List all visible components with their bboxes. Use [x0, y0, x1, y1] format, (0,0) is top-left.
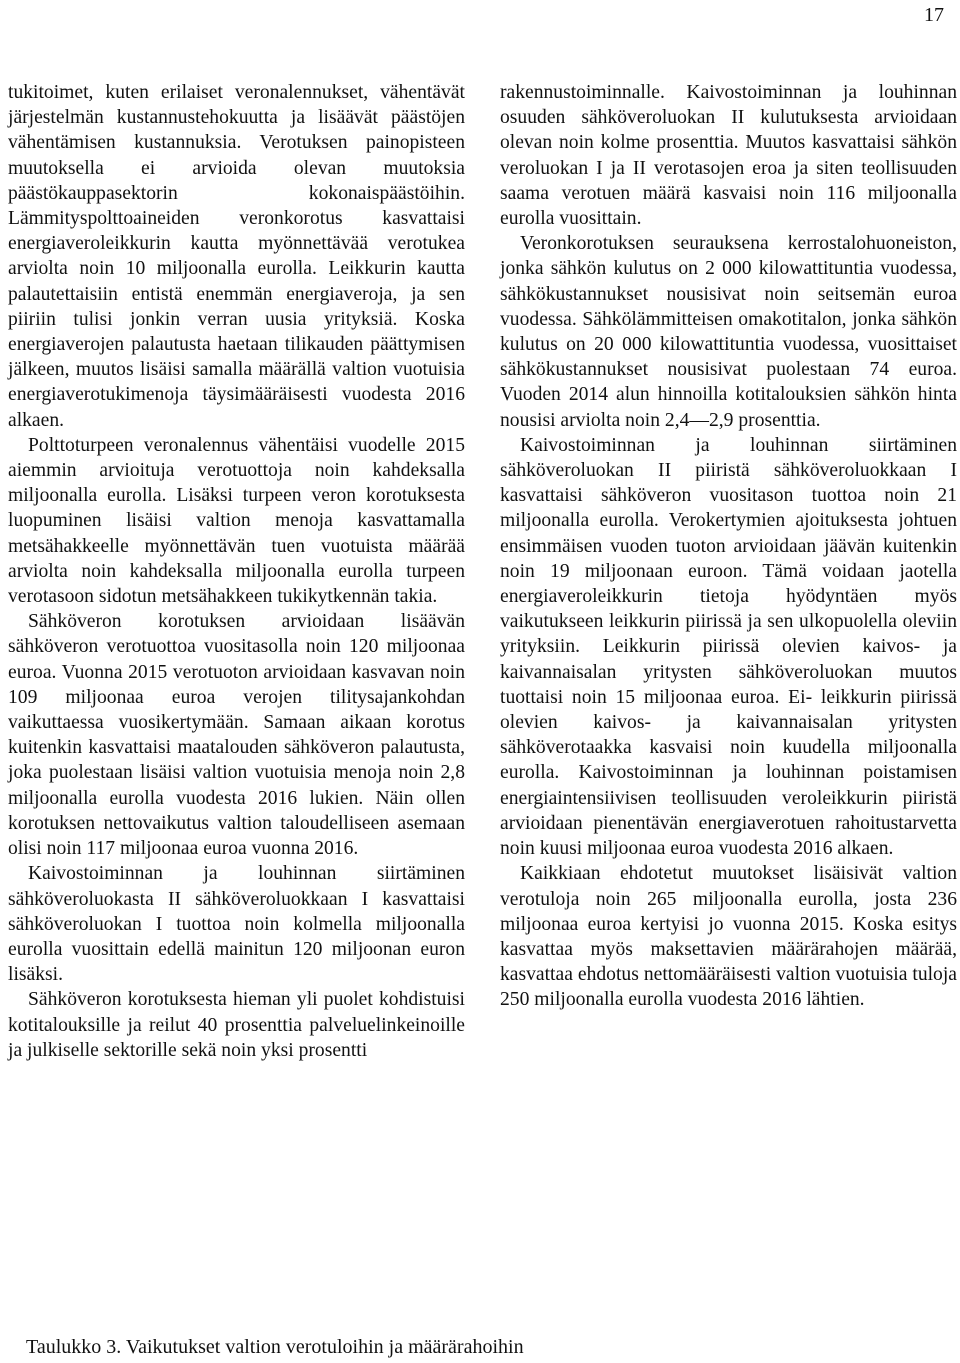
paragraph: Sähköveron korotuksen arvioidaan lisäävän sähköveron verotuottoa vuositasolla noin 120 miljoonaa euroa. Vuonna 2015 verotuoton arvioidaan kasvavan noin 109 miljoonaa euroa verojen tilitysajankohdan vaikuttaessa vuosikertymään. Samaan aikaan korotus kuitenkin kasvattaisi maatalouden sähköveron palautusta, joka puolestaan lisäisi valtion vuotuisia menoja noin 2,8 miljoonalla eurolla vuodesta 2016 lukien. Näin ollen korotuksen nettovaikutus valtion taloudelliseen asemaan olisi noin 117 miljoonaa euroa vuonna 2016. — [8, 611, 465, 860]
paragraph: Veronkorotuksen seurauksena kerrostalohuoneiston, jonka sähkön kulutus on 2 000 kilowattituntia vuodessa, sähkökustannukset nousisivat noin seitsemän euroa vuodessa. Sähkölämmitteisen omakotitalon, jonka sähkön kulutus on 20 000 kilowattituntia vuodessa, vuosittaiset sähkökustannukset nousisivat puolestaan 74 euroa. Vuoden 2014 alun hinnoilla kotitalouksien sähkön hinta nousisi arviolta noin 2,4—2,9 prosenttia. — [500, 233, 957, 431]
paragraph: Kaivostoiminnan ja louhinnan siirtäminen sähköveroluokan II piiristä sähköveroluokkaan I kasvattaisi sähköveron vuositason tuottoa noin 21 miljoonalla eurolla. Verokertymien ajoituksesta johtuen ensimmäisen vuoden tuoton arvioidaan jäävän kuitenkin noin 19 miljoonaan euroon. Tämä voidaan jaotella energiaveroleikkurin tietoja hyödyntäen myös vaikutukseen leikkurin piirissä ja sen ulkopuolella oleviin yrityksiin. Leikkurin piirissä olevien kaivos- ja kaivannaisalan yritysten sähköveroluokan muutos tuottaisi noin 15 miljoonaa euroa. Ei- leikkurin piirissä olevien kaivos- ja kaivannaisalan yritysten sähköverotaakka kasvaisi noin kuudella miljoonalla eurolla. Kaivostoiminnan ja louhinnan poistamisen energiaintensiivisen teollisuuden veroleikkurin piiristä arvioidaan pienentävän energiaverotuen rahoitustarvetta noin kuusi miljoonaa euroa vuodesta 2016 alkaen. — [500, 434, 957, 860]
paragraph: tukitoimet, kuten erilaiset veronalennukset, vähentävät järjestelmän kustannustehokuutta ja lisäävät päästöjen vähentämisen kustannuksia. Verotuksen painopisteen muutoksella ei arvioida olevan muutoksia päästökauppasektorin kokonaispäästöihin. Lämmityspolttoaineiden veronkorotus kasvattaisi energiaveroleikkurin kautta myönnettävää verotukea arviolta noin 10 miljoonalla eurolla. Leikkurin kautta palautettaisiin entistä enemmän energiaveroja, ja sen piiriin tulisi jonkin verran uusia yrityksiä. Koska energiaverojen palautusta haetaan tilikauden päättymisen jälkeen, muutos lisäisi samalla määrällä valtion vuotuisia energiaverotukimenoja täysimääräisesti vuodesta 2016 alkaen. — [8, 82, 465, 431]
table-caption: Taulukko 3. Vaikutukset valtion verotuloihin ja määrärahoihin — [26, 1336, 524, 1358]
right-text-column — [500, 80, 957, 1013]
paragraph: Kaivostoiminnan ja louhinnan siirtäminen sähköveroluokasta II sähköveroluokkaan I kasvattaisi sähköveroluokan I tuottoa noin kolmella miljoonalla eurolla vuosittain edellä mainitun 120 miljoonan euron lisäksi. — [8, 863, 465, 986]
paragraph: rakennustoiminnalle. Kaivostoiminnan ja louhinnan osuuden sähköveroluokan II kulutuksesta arvioidaan olevan noin kolme prosenttia. Muutos kasvattaisi sähkön veroluokan I ja II verotasojen eroa ja siten teollisuuden saama verotuen määrä kasvaisi noin 116 miljoonalla eurolla vuosittain. — [500, 82, 957, 230]
paragraph: Kaikkiaan ehdotetut muutokset lisäisivät valtion verotuloja noin 265 miljoonalla eurolla, josta 236 miljoonaa euroa kertyisi jo vuonna 2015. Koska esitys kasvattaa myös maksettavien määrärahojen määrää, kasvattaa ehdotus nettomääräisesti valtion vuotuisia tuloja 250 miljoonalla eurolla vuodesta 2016 lähtien. — [500, 863, 957, 1011]
paragraph: Sähköveron korotuksesta hieman yli puolet kohdistuisi kotitalouksille ja reilut 40 prosenttia palveluelinkeinoille ja julkiselle sektorille sekä noin yksi prosentti — [8, 989, 465, 1061]
page-number: 17 — [924, 4, 944, 26]
paragraph: Polttoturpeen veronalennus vähentäisi vuodelle 2015 aiemmin arvioituja verotuottoja noin kahdeksalla miljoonalla eurolla. Lisäksi turpeen veron korotuksesta luopuminen lisäisi valtion menoja kasvattamalla metsähakkeelle myönnettävän tuen vuotuista määrää arviolta noin kahdeksalla miljoonalla eurolla turpeen verotasoon sidotun metsähakkeen tukikytkennän takia. — [8, 434, 465, 608]
left-text-column — [8, 80, 465, 1063]
